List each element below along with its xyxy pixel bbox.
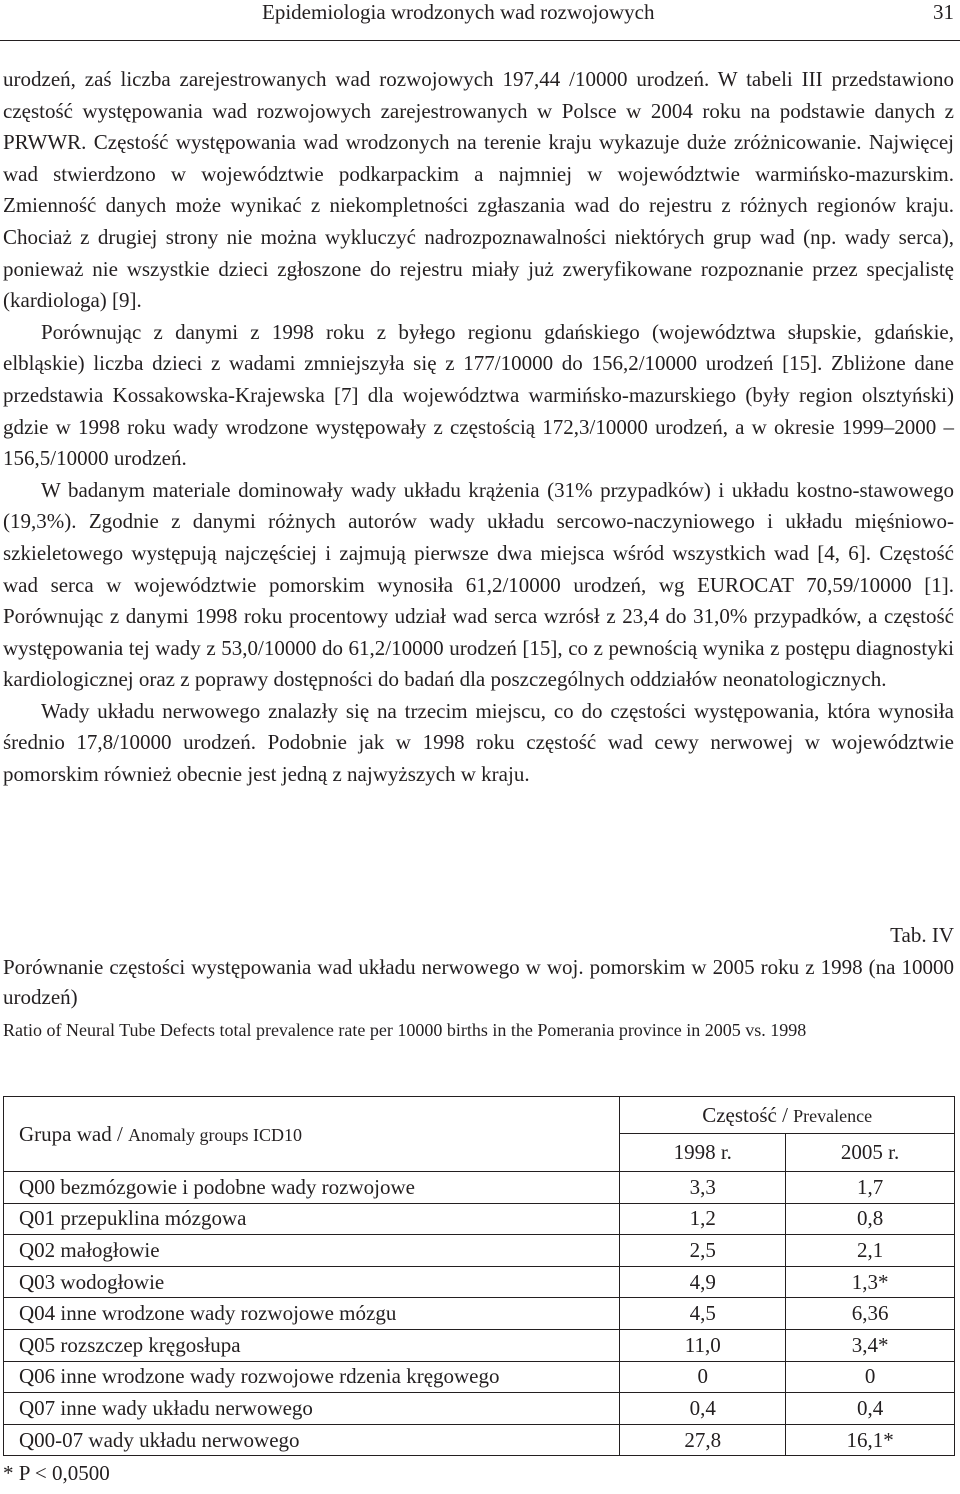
data-table (3, 1096, 955, 1456)
page-number: 31 (933, 0, 954, 24)
row-name: Q07 inne wady układu nerwowego (4, 1393, 620, 1425)
row-name: Q05 rozszczep kręgosłupa (4, 1329, 620, 1361)
table-footnote: * P < 0,0500 (3, 1461, 110, 1485)
table-row (4, 1235, 955, 1267)
table-row (4, 1203, 955, 1235)
paragraph-1: urodzeń, zaś liczba zarejestrowanych wad rozwojowych 197,44 /10000 urodzeń. W tabeli III przedstawiono częstość występowania wad rozwojowych zarejestrowanych w Polsce w 2004 roku na podstawie danych z PRWWR. Częstość występowania wad wrodzonych na terenie kraju wykazuje duże zróżnicowanie. Najwięcej wad stwierdzono w województwie podkarpackim a najmniej w województwie warmińsko-mazurskim. Zmienność danych może wynikać z niekompletności zgłaszania wad do rejestru z różnych regionów kraju. Chociaż z drugiej strony nie można wykluczyć nadrozpoznawalności niektórych grup wad (np. wady serca), ponieważ nie wszystkie dzieci zgłoszone do rejestru miały już zweryfikowane rozpoznanie przez specjalistę (kardiologa) [9]. (3, 67, 954, 313)
row-name: Q00 bezmózgowie i podobne wady rozwojowe (4, 1172, 620, 1204)
table-label: Tab. IV (890, 923, 954, 947)
header-frequency-en: Prevalence (793, 1105, 873, 1126)
row-value-1998: 4,5 (620, 1298, 786, 1330)
row-value-1998: 4,9 (620, 1266, 786, 1298)
row-name: Q04 inne wrodzone wady rozwojowe mózgu (4, 1298, 620, 1330)
row-name: Q01 przepuklina mózgowa (4, 1203, 620, 1235)
running-header (0, 0, 960, 41)
row-value-2005: 6,36 (786, 1298, 955, 1330)
row-name: Q02 małogłowie (4, 1235, 620, 1267)
row-name: Q06 inne wrodzone wady rozwojowe rdzenia kręgowego (4, 1361, 620, 1393)
row-value-2005: 0 (786, 1361, 955, 1393)
row-name: Q03 wodogłowie (4, 1266, 620, 1298)
table-row (4, 1361, 955, 1393)
table-row (4, 1266, 955, 1298)
table-caption-pl: Porównanie częstości występowania wad układu nerwowego w woj. pomorskim w 2005 roku z 1998 (na 10000 urodzeń) (3, 955, 954, 1009)
row-value-1998: 0 (620, 1361, 786, 1393)
table-row (4, 1393, 955, 1425)
paragraph-3: W badanym materiale dominowały wady układu krążenia (31% przypadków) i układu kostno-stawowego (19,3%). Zgodnie z danymi różnych autorów wady układu sercowo-naczyniowego i układu mięśniowo-szkieletowego występują najczęściej i zajmują pierwsze dwa miejsca wśród wszystkich wad [4, 6]. Częstość wad serca w województwie pomorskim wynosiła 61,2/10000 urodzeń, wg EUROCAT 70,59/10000 [1]. Porównując z danymi 1998 roku procentowy udział wad serca wzrósł z 23,4 do 31,0% przypadków, a częstość występowania tej wady z 53,0/10000 do 61,2/10000 urodzeń [15], co z pewnością wynika z postępu diagnostyki kardiologicznej oraz z poprawy dostępności do badań dla poszczególnych oddziałów neonatologicznych. (3, 477, 954, 692)
row-value-1998: 27,8 (620, 1424, 786, 1456)
table-row (4, 1172, 955, 1204)
row-value-1998: 3,3 (620, 1172, 786, 1204)
row-value-2005: 1,7 (786, 1172, 955, 1204)
table-row (4, 1424, 955, 1456)
row-value-2005: 0,4 (786, 1393, 955, 1425)
table-row (4, 1298, 955, 1330)
row-value-1998: 2,5 (620, 1235, 786, 1267)
row-value-1998: 11,0 (620, 1329, 786, 1361)
header-group (4, 1097, 620, 1172)
header-year-2005: 2005 r. (786, 1134, 955, 1172)
header-frequency (620, 1097, 955, 1134)
table-row (4, 1329, 955, 1361)
row-name: Q00-07 wady układu nerwowego (4, 1424, 620, 1456)
header-frequency-pl: Częstość / (702, 1102, 794, 1127)
paragraph-2: Porównując z danymi z 1998 roku z byłego regionu gdańskiego (województwa słupskie, gdańskie, elbląskie) liczba dzieci z wadami zmniejszyła się z 177/10000 do 156,2/10000 urodzeń [15]. Zbliżone dane przedstawia Kossakowska-Krajewska [7] dla województwa warmińsko-mazurskiego (były region olsztyński) gdzie w 1998 roku wady wrodzone występowały z częstością 172,3/10000 urodzeń, a w okresie 1999–2000 – 156,5/10000 urodzeń. (3, 319, 954, 471)
running-title: Epidemiologia wrodzonych wad rozwojowych (262, 0, 655, 24)
header-group-pl: Grupa wad / (19, 1121, 129, 1146)
header-group-en: Anomaly groups ICD10 (128, 1124, 303, 1145)
row-value-2005: 16,1* (786, 1424, 955, 1456)
row-value-2005: 2,1 (786, 1235, 955, 1267)
row-value-2005: 1,3* (786, 1266, 955, 1298)
row-value-1998: 0,4 (620, 1393, 786, 1425)
body-text (3, 64, 954, 791)
row-value-2005: 0,8 (786, 1203, 955, 1235)
row-value-1998: 1,2 (620, 1203, 786, 1235)
table-caption-en: Ratio of Neural Tube Defects total prevalence rate per 10000 births in the Pomerania province in 2005 vs. 1998 (3, 1020, 807, 1040)
header-year-1998: 1998 r. (620, 1134, 786, 1172)
paragraph-4: Wady układu nerwowego znalazły się na trzecim miejscu, co do częstości występowania, która wynosiła średnio 17,8/10000 urodzeń. Podobnie jak w 1998 roku częstość wad cewy nerwowej w województwie pomorskim również obecnie jest jedną z najwyższych w kraju. (3, 698, 954, 787)
row-value-2005: 3,4* (786, 1329, 955, 1361)
